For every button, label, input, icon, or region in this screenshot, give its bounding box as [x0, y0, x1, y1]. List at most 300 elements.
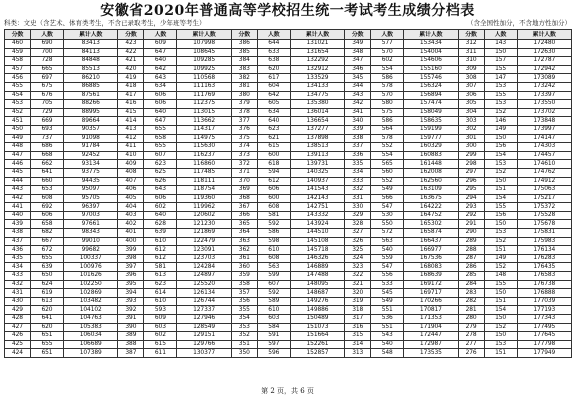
cell-score: 282 [458, 297, 484, 306]
cell-score: 412 [118, 134, 144, 143]
cell-score: 400 [118, 237, 144, 246]
cell-count: 150 [484, 289, 517, 298]
cell-score: 301 [458, 134, 484, 143]
cell-count: 150 [484, 220, 517, 229]
cell-score: 408 [118, 168, 144, 177]
cell-cumulative: 157474 [404, 100, 458, 109]
cell-score: 448 [5, 143, 31, 152]
cell-score: 333 [345, 177, 371, 186]
cell-score: 284 [458, 280, 484, 289]
cell-score: 410 [118, 151, 144, 160]
cell-count: 577 [371, 40, 404, 49]
cell-count: 151 [484, 349, 517, 358]
cell-score: 363 [231, 237, 257, 246]
cell-count: 638 [257, 57, 290, 66]
cell-count: 551 [371, 323, 404, 332]
cell-cumulative: 124284 [177, 263, 231, 272]
cell-score: 358 [231, 280, 257, 289]
cell-count: 152 [484, 323, 517, 332]
cell-cumulative: 163675 [404, 194, 458, 203]
cell-cumulative: 168639 [404, 272, 458, 281]
cell-cumulative: 156894 [404, 91, 458, 100]
cell-count: 152 [484, 168, 517, 177]
cell-count: 647 [144, 48, 177, 57]
cell-cumulative: 104763 [64, 315, 118, 324]
cell-count: 143 [484, 40, 517, 49]
table-row [5, 160, 572, 169]
table-row [5, 315, 572, 324]
cell-count: 624 [31, 280, 64, 289]
cell-count: 150 [484, 315, 517, 324]
cell-cumulative: 174303 [517, 143, 571, 152]
cell-score: 385 [231, 48, 257, 57]
cell-score: 379 [231, 100, 257, 109]
table-row [5, 177, 572, 186]
cell-count: 620 [31, 306, 64, 315]
cell-count: 548 [371, 349, 404, 358]
cell-count: 586 [371, 74, 404, 83]
table-row [5, 186, 572, 195]
cell-score: 309 [458, 65, 484, 74]
cell-cumulative: 170266 [404, 297, 458, 306]
cell-score: 395 [118, 280, 144, 289]
cell-score: 355 [231, 306, 257, 315]
cell-cumulative: 162008 [404, 168, 458, 177]
cell-count: 586 [257, 229, 290, 238]
cell-score: 304 [458, 108, 484, 117]
cell-count: 617 [257, 74, 290, 83]
cell-count: 606 [144, 91, 177, 100]
bonus-points-note: （含全国性加分，不含地方性加分） [467, 19, 571, 27]
cell-cumulative: 160329 [404, 143, 458, 152]
cell-cumulative: 111163 [177, 82, 231, 91]
cell-count: 153 [484, 229, 517, 238]
table-row [5, 237, 572, 246]
cell-score: 407 [118, 177, 144, 186]
cell-count: 155 [484, 91, 517, 100]
cell-cumulative: 149276 [290, 297, 344, 306]
cell-cumulative: 119962 [177, 203, 231, 212]
cell-score: 359 [231, 272, 257, 281]
cell-cumulative: 176583 [517, 272, 571, 281]
table-row [5, 254, 572, 263]
header-count: 人数 [257, 30, 290, 40]
cell-count: 591 [257, 332, 290, 341]
cell-cumulative: 173089 [517, 74, 571, 83]
cell-cumulative: 136654 [290, 117, 344, 126]
cell-count: 651 [31, 332, 64, 341]
cell-cumulative: 177949 [517, 349, 571, 358]
cell-cumulative: 97003 [64, 211, 118, 220]
cell-count: 615 [257, 143, 290, 152]
cell-cumulative: 174912 [517, 177, 571, 186]
cell-cumulative: 147488 [290, 272, 344, 281]
cell-count: 606 [31, 211, 64, 220]
cell-cumulative: 88995 [64, 108, 118, 117]
cell-cumulative: 175217 [517, 194, 571, 203]
cell-count: 640 [144, 57, 177, 66]
cell-count: 150 [484, 177, 517, 186]
cell-count: 148 [484, 272, 517, 281]
cell-cumulative: 86885 [64, 82, 118, 91]
cell-cumulative: 137898 [290, 134, 344, 143]
header-cumulative: 累计人数 [404, 30, 458, 40]
cell-score: 460 [5, 40, 31, 49]
cell-cumulative: 177645 [517, 332, 571, 341]
cell-score: 350 [231, 349, 257, 358]
cell-count: 610 [257, 306, 290, 315]
cell-score: 427 [5, 323, 31, 332]
cell-cumulative: 99010 [64, 237, 118, 246]
cell-count: 566 [371, 194, 404, 203]
cell-count: 594 [257, 168, 290, 177]
cell-count: 640 [144, 108, 177, 117]
cell-score: 383 [231, 65, 257, 74]
cell-count: 619 [31, 289, 64, 298]
cell-score: 435 [5, 254, 31, 263]
cell-score: 279 [458, 323, 484, 332]
cell-cumulative: 97661 [64, 220, 118, 229]
cell-cumulative: 128549 [177, 323, 231, 332]
cell-score: 331 [345, 194, 371, 203]
header-score: 分数 [118, 30, 144, 40]
cell-count: 620 [257, 65, 290, 74]
cell-score: 409 [118, 160, 144, 169]
cell-count: 580 [371, 100, 404, 109]
cell-count: 603 [257, 315, 290, 324]
cell-cumulative: 102869 [64, 289, 118, 298]
cell-score: 288 [458, 246, 484, 255]
cell-count: 607 [144, 151, 177, 160]
cell-score: 332 [345, 186, 371, 195]
table-row [5, 108, 572, 117]
cell-score: 302 [458, 125, 484, 134]
cell-score: 340 [345, 117, 371, 126]
cell-count: 643 [144, 74, 177, 83]
cell-cumulative: 165302 [404, 220, 458, 229]
cell-score: 441 [5, 203, 31, 212]
cell-cumulative: 95097 [64, 186, 118, 195]
cell-count: 543 [371, 332, 404, 341]
cell-count: 154 [484, 194, 517, 203]
cell-count: 603 [144, 323, 177, 332]
cell-count: 623 [144, 280, 177, 289]
cell-count: 156 [484, 143, 517, 152]
cell-cumulative: 114317 [177, 125, 231, 134]
cell-cumulative: 115630 [177, 143, 231, 152]
cell-cumulative: 145718 [290, 246, 344, 255]
cell-score: 451 [5, 117, 31, 126]
cell-cumulative: 95705 [64, 194, 118, 203]
cell-count: 623 [257, 125, 290, 134]
cell-score: 312 [458, 40, 484, 49]
cell-score: 380 [231, 91, 257, 100]
cell-score: 319 [345, 297, 371, 306]
table-row [5, 48, 572, 57]
cell-score: 430 [5, 297, 31, 306]
cell-cumulative: 171904 [404, 323, 458, 332]
cell-score: 326 [345, 237, 371, 246]
subtitle-bar [4, 18, 571, 28]
cell-count: 626 [144, 177, 177, 186]
cell-score: 314 [345, 340, 371, 349]
cell-score: 305 [458, 100, 484, 109]
cell-cumulative: 131654 [290, 48, 344, 57]
cell-count: 151 [484, 246, 517, 255]
cell-count: 608 [31, 194, 64, 203]
cell-score: 390 [118, 323, 144, 332]
cell-cumulative: 110568 [177, 74, 231, 83]
cell-score: 403 [118, 211, 144, 220]
cell-score: 444 [5, 177, 31, 186]
cell-cumulative: 146326 [290, 254, 344, 263]
cell-score: 424 [5, 349, 31, 358]
cell-count: 705 [31, 100, 64, 109]
cell-cumulative: 107389 [64, 349, 118, 358]
table-row [5, 211, 572, 220]
cell-cumulative: 173242 [517, 82, 571, 91]
cell-cumulative: 172787 [517, 57, 571, 66]
table-row [5, 125, 572, 134]
cell-count: 150 [484, 134, 517, 143]
cell-score: 280 [458, 315, 484, 324]
cell-cumulative: 177798 [517, 340, 571, 349]
cell-cumulative: 137277 [290, 125, 344, 134]
cell-count: 692 [31, 203, 64, 212]
cell-score: 353 [231, 323, 257, 332]
cell-score: 297 [458, 168, 484, 177]
table-row [5, 203, 572, 212]
cell-count: 606 [144, 100, 177, 109]
cell-cumulative: 168083 [404, 263, 458, 272]
cell-count: 559 [371, 254, 404, 263]
cell-count: 560 [371, 168, 404, 177]
cell-cumulative: 98343 [64, 229, 118, 238]
cell-cumulative: 174147 [517, 134, 571, 143]
cell-cumulative: 142143 [290, 194, 344, 203]
cell-count: 550 [371, 220, 404, 229]
cell-count: 606 [257, 186, 290, 195]
cell-score: 434 [5, 263, 31, 272]
cell-cumulative: 174610 [517, 160, 571, 169]
cell-count: 152 [484, 237, 517, 246]
cell-count: 676 [31, 91, 64, 100]
cell-score: 354 [231, 315, 257, 324]
cell-score: 345 [345, 74, 371, 83]
cell-count: 540 [371, 246, 404, 255]
cell-cumulative: 126744 [177, 297, 231, 306]
cell-cumulative: 99682 [64, 246, 118, 255]
cell-count: 667 [31, 237, 64, 246]
cell-score: 291 [458, 220, 484, 229]
cell-score: 299 [458, 151, 484, 160]
cell-cumulative: 156324 [404, 82, 458, 91]
cell-cumulative: 176283 [517, 254, 571, 263]
cell-cumulative: 92452 [64, 151, 118, 160]
cell-score: 344 [345, 82, 371, 91]
cell-count: 597 [257, 340, 290, 349]
cell-score: 452 [5, 108, 31, 117]
cell-count: 154 [484, 151, 517, 160]
cell-cumulative: 122479 [177, 237, 231, 246]
cell-cumulative: 116237 [177, 151, 231, 160]
cell-score: 387 [118, 349, 144, 358]
cell-score: 357 [231, 289, 257, 298]
cell-cumulative: 172630 [517, 48, 571, 57]
cell-score: 306 [458, 91, 484, 100]
cell-count: 682 [31, 229, 64, 238]
cell-cumulative: 106034 [64, 332, 118, 341]
cell-count: 530 [371, 211, 404, 220]
cell-count: 563 [371, 237, 404, 246]
cell-count: 610 [257, 246, 290, 255]
cell-count: 729 [31, 108, 64, 117]
cell-score: 298 [458, 160, 484, 169]
cell-cumulative: 177495 [517, 323, 571, 332]
cell-count: 150 [484, 332, 517, 341]
cell-cumulative: 93134 [64, 160, 118, 169]
cell-cumulative: 127946 [177, 315, 231, 324]
cell-count: 596 [257, 349, 290, 358]
cell-score: 414 [118, 117, 144, 126]
cell-cumulative: 155160 [404, 65, 458, 74]
cell-score: 405 [118, 194, 144, 203]
cell-cumulative: 174762 [517, 168, 571, 177]
cell-cumulative: 134775 [290, 91, 344, 100]
cell-cumulative: 93775 [64, 168, 118, 177]
cell-score: 317 [345, 315, 371, 324]
cell-cumulative: 104102 [64, 306, 118, 315]
header-score: 分数 [458, 30, 484, 40]
cell-count: 613 [31, 297, 64, 306]
cell-score: 286 [458, 263, 484, 272]
cell-count: 612 [257, 177, 290, 186]
cell-count: 611 [144, 349, 177, 358]
cell-count: 607 [257, 280, 290, 289]
cell-score: 323 [345, 263, 371, 272]
cell-cumulative: 113662 [177, 117, 231, 126]
cell-score: 277 [458, 340, 484, 349]
cell-count: 633 [257, 48, 290, 57]
cell-cumulative: 175063 [517, 186, 571, 195]
cell-count: 592 [257, 220, 290, 229]
cell-cumulative: 85513 [64, 65, 118, 74]
cell-cumulative: 148095 [290, 280, 344, 289]
cell-count: 634 [144, 82, 177, 91]
cell-cumulative: 158049 [404, 108, 458, 117]
cell-count: 586 [371, 117, 404, 126]
cell-score: 446 [5, 160, 31, 169]
header-count: 人数 [371, 30, 404, 40]
cell-count: 556 [371, 272, 404, 281]
cell-cumulative: 127337 [177, 306, 231, 315]
cell-score: 382 [231, 74, 257, 83]
cell-score: 364 [231, 229, 257, 238]
cell-count: 737 [31, 134, 64, 143]
cell-score: 334 [345, 168, 371, 177]
cell-score: 337 [345, 143, 371, 152]
cell-score: 285 [458, 272, 484, 281]
cell-cumulative: 177039 [517, 297, 571, 306]
cell-score: 287 [458, 254, 484, 263]
cell-cumulative: 162560 [404, 177, 458, 186]
cell-cumulative: 158635 [404, 117, 458, 126]
cell-count: 153 [484, 160, 517, 169]
cell-cumulative: 132292 [290, 57, 344, 66]
cell-score: 402 [118, 220, 144, 229]
cell-score: 384 [231, 57, 257, 66]
cell-score: 296 [458, 177, 484, 186]
cell-score: 401 [118, 229, 144, 238]
cell-cumulative: 165874 [404, 229, 458, 238]
cell-score: 458 [5, 57, 31, 66]
cell-count: 728 [31, 57, 64, 66]
table-row [5, 134, 572, 143]
cell-score: 436 [5, 246, 31, 255]
cell-cumulative: 130377 [177, 349, 231, 358]
cell-score: 327 [345, 229, 371, 238]
cell-score: 339 [345, 125, 371, 134]
cell-count: 602 [371, 57, 404, 66]
cell-cumulative: 160883 [404, 151, 458, 160]
cell-score: 388 [118, 340, 144, 349]
cell-cumulative: 94435 [64, 177, 118, 186]
cell-cumulative: 138513 [290, 143, 344, 152]
cell-count: 151 [484, 186, 517, 195]
header-count: 人数 [484, 30, 517, 40]
cell-cumulative: 125520 [177, 280, 231, 289]
cell-cumulative: 121230 [177, 220, 231, 229]
cell-score: 343 [345, 91, 371, 100]
cell-cumulative: 129151 [177, 332, 231, 341]
cell-cumulative: 166977 [404, 246, 458, 255]
cell-cumulative: 176435 [517, 263, 571, 272]
cell-score: 442 [5, 194, 31, 203]
cell-cumulative: 161448 [404, 160, 458, 169]
header-score: 分数 [5, 30, 31, 40]
cell-score: 376 [231, 125, 257, 134]
cell-score: 338 [345, 134, 371, 143]
cell-cumulative: 150489 [290, 315, 344, 324]
cell-count: 540 [371, 340, 404, 349]
cell-cumulative: 101626 [64, 272, 118, 281]
cell-score: 418 [118, 82, 144, 91]
cell-cumulative: 152857 [290, 349, 344, 358]
table-row [5, 289, 572, 298]
table-row [5, 74, 572, 83]
cell-count: 605 [257, 100, 290, 109]
cell-score: 328 [345, 220, 371, 229]
cell-cumulative: 143924 [290, 220, 344, 229]
cell-count: 155 [484, 203, 517, 212]
table-row [5, 280, 572, 289]
cell-cumulative: 173397 [517, 91, 571, 100]
cell-cumulative: 113015 [177, 108, 231, 117]
cell-count: 533 [371, 280, 404, 289]
cell-score: 373 [231, 151, 257, 160]
cell-score: 276 [458, 349, 484, 358]
cell-count: 665 [31, 65, 64, 74]
cell-score: 398 [118, 254, 144, 263]
cell-count: 547 [371, 263, 404, 272]
cell-cumulative: 111769 [177, 91, 231, 100]
cell-count: 660 [31, 177, 64, 186]
cell-score: 351 [231, 340, 257, 349]
cell-score: 419 [118, 74, 144, 83]
cell-score: 422 [118, 48, 144, 57]
cell-score: 374 [231, 143, 257, 152]
cell-cumulative: 126134 [177, 289, 231, 298]
